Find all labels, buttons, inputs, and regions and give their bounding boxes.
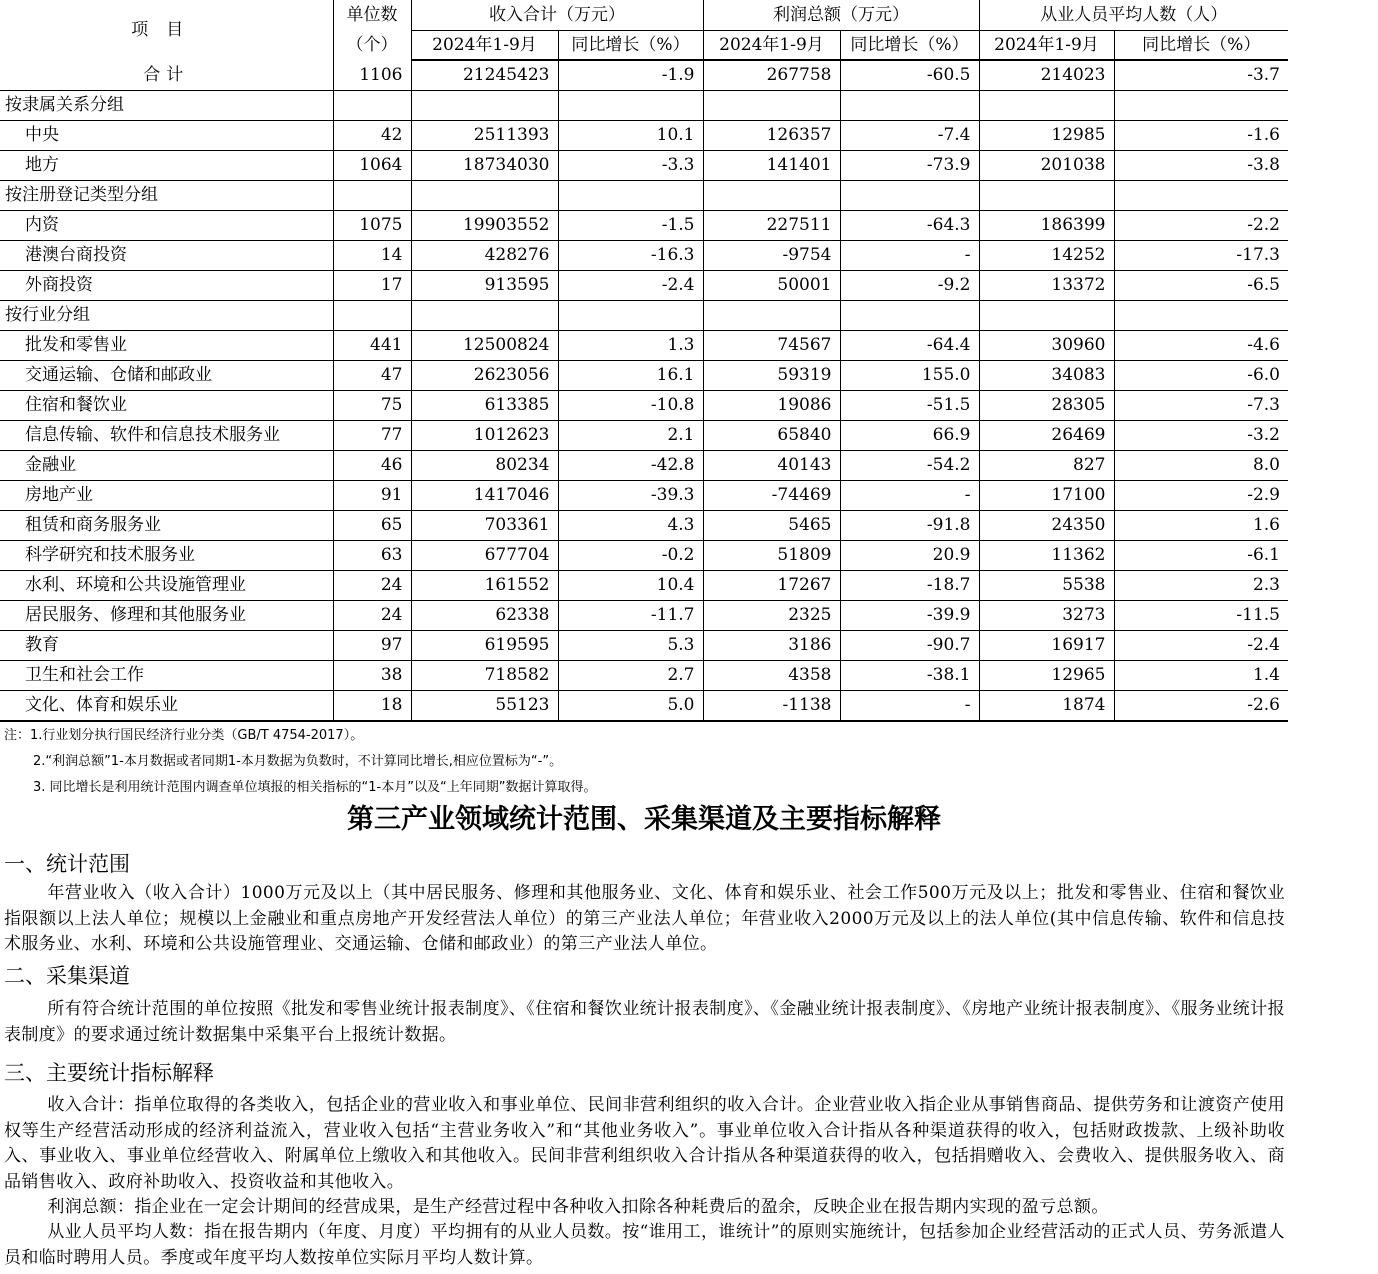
cell-staff-growth: -6.5 [1114,271,1288,301]
table-group-row [0,91,1288,121]
cell-units: 18 [333,691,411,722]
cell-revenue: 18734030 [411,151,558,181]
cell-staff: 17100 [979,481,1114,511]
header-revenue-growth: 同比增长（%） [558,31,703,61]
cell-revenue: 1417046 [411,481,558,511]
cell-units: 97 [333,631,411,661]
cell-profit-growth: -64.3 [840,211,979,241]
cell-staff-growth: -6.0 [1114,361,1288,391]
cell-staff: 1874 [979,691,1114,722]
section-scope-heading: 一、统计范围 [4,852,130,876]
cell-staff [979,301,1114,331]
section-indicator-heading: 三、主要统计指标解释 [4,1061,214,1085]
cell-profit-growth [840,91,979,121]
cell-staff-growth: -7.3 [1114,391,1288,421]
cell-profit-growth: -18.7 [840,571,979,601]
cell-staff: 14252 [979,241,1114,271]
table-group-row [0,181,1288,211]
cell-staff: 11362 [979,541,1114,571]
cell-profit: 2325 [703,601,840,631]
table-row [0,511,1288,541]
cell-units: 65 [333,511,411,541]
cell-staff-growth: -11.5 [1114,601,1288,631]
cell-staff: 214023 [979,60,1114,91]
row-name: 内资 [0,211,333,241]
table-row [0,151,1288,181]
row-name: 按行业分组 [0,301,333,331]
cell-profit-growth: 155.0 [840,361,979,391]
table-group-row [0,301,1288,331]
cell-units: 24 [333,571,411,601]
row-name: 按注册登记类型分组 [0,181,333,211]
cell-units: 75 [333,391,411,421]
cell-revenue-growth [558,301,703,331]
cell-units: 1075 [333,211,411,241]
cell-revenue: 1012623 [411,421,558,451]
cell-profit: 50001 [703,271,840,301]
table-row [0,481,1288,511]
cell-staff-growth: 1.4 [1114,661,1288,691]
cell-revenue: 703361 [411,511,558,541]
cell-profit-growth: - [840,481,979,511]
cell-profit-growth: -7.4 [840,121,979,151]
note-2: 2.“利润总额”1-本月数据或者同期1-本月数据为负数时，不计算同比增长,相应位置标为“-”。 [33,754,563,769]
cell-revenue-growth: 16.1 [558,361,703,391]
cell-units: 77 [333,421,411,451]
cell-units [333,181,411,211]
cell-staff: 28305 [979,391,1114,421]
cell-staff: 186399 [979,211,1114,241]
cell-revenue: 619595 [411,631,558,661]
section-channel-heading: 二、采集渠道 [4,964,130,988]
cell-staff [979,91,1114,121]
cell-staff: 30960 [979,331,1114,361]
cell-revenue: 2511393 [411,121,558,151]
cell-revenue: 80234 [411,451,558,481]
cell-revenue: 718582 [411,661,558,691]
cell-staff-growth [1114,181,1288,211]
cell-staff-growth: -2.9 [1114,481,1288,511]
cell-units: 17 [333,271,411,301]
cell-staff: 34083 [979,361,1114,391]
cell-profit-growth: - [840,691,979,722]
cell-revenue-growth: 2.7 [558,661,703,691]
row-name: 中央 [0,121,333,151]
cell-staff-growth: 2.3 [1114,571,1288,601]
cell-units: 14 [333,241,411,271]
cell-revenue: 161552 [411,571,558,601]
cell-units: 441 [333,331,411,361]
cell-units: 1064 [333,151,411,181]
cell-staff-growth: -6.1 [1114,541,1288,571]
cell-revenue-growth: -16.3 [558,241,703,271]
cell-profit: 227511 [703,211,840,241]
cell-profit: 51809 [703,541,840,571]
row-name: 水利、环境和公共设施管理业 [0,571,333,601]
row-name: 科学研究和技术服务业 [0,541,333,571]
table-row [0,241,1288,271]
cell-profit-growth: -91.8 [840,511,979,541]
cell-profit-growth: -9.2 [840,271,979,301]
cell-staff: 16917 [979,631,1114,661]
cell-units: 47 [333,361,411,391]
section-scope-text: 年营业收入（收入合计）1000万元及以上（其中居民服务、修理和其他服务业、文化、体育和娱乐业、社会工作500万元及以上；批发和零售业、住宿和餐饮业指限额以上法人单位；规模以上金融业和重点房地产开发经营法人单位）的第三产业法人单位；年营业收入2000万元及以上的法人单位(其中信息传输、软件和信息技术服务业、水利、环境和公共设施管理业、交通运输、仓储和邮政业）的第三产业法人单位。 [4,883,1285,954]
header-staff-growth: 同比增长（%） [1114,31,1288,61]
cell-staff: 12965 [979,661,1114,691]
cell-profit [703,181,840,211]
cell-revenue: 19903552 [411,211,558,241]
row-name: 外商投资 [0,271,333,301]
row-name: 住宿和餐饮业 [0,391,333,421]
stats-body [0,60,1288,721]
cell-staff-growth: 8.0 [1114,451,1288,481]
cell-revenue-growth: -0.2 [558,541,703,571]
cell-units: 63 [333,541,411,571]
cell-revenue-growth: 10.1 [558,121,703,151]
cell-revenue: 677704 [411,541,558,571]
cell-staff-growth: -2.2 [1114,211,1288,241]
cell-revenue-growth [558,181,703,211]
cell-profit: 4358 [703,661,840,691]
row-name: 港澳台商投资 [0,241,333,271]
cell-units: 42 [333,121,411,151]
cell-units: 91 [333,481,411,511]
table-row [0,541,1288,571]
cell-revenue: 913595 [411,271,558,301]
header-profit-period: 2024年1-9月 [703,31,840,61]
cell-revenue: 55123 [411,691,558,722]
cell-revenue-growth: 10.4 [558,571,703,601]
table-row [0,631,1288,661]
cell-profit: 17267 [703,571,840,601]
row-name: 交通运输、仓储和邮政业 [0,361,333,391]
cell-staff-growth: -3.8 [1114,151,1288,181]
cell-staff: 26469 [979,421,1114,451]
cell-revenue-growth: -10.8 [558,391,703,421]
cell-revenue-growth [558,91,703,121]
row-name: 信息传输、软件和信息技术服务业 [0,421,333,451]
cell-units: 46 [333,451,411,481]
cell-revenue: 62338 [411,601,558,631]
cell-staff [979,181,1114,211]
cell-profit: 19086 [703,391,840,421]
cell-profit-growth: 20.9 [840,541,979,571]
cell-revenue-growth: -1.9 [558,60,703,91]
cell-profit-growth [840,181,979,211]
table-row [0,661,1288,691]
cell-profit-growth: - [840,241,979,271]
cell-staff: 201038 [979,151,1114,181]
header-profit-growth: 同比增长（%） [840,31,979,61]
table-total-row [0,60,1288,91]
cell-revenue-growth: -11.7 [558,601,703,631]
header-units-line2: （个） [346,35,398,55]
cell-revenue [411,91,558,121]
cell-units [333,301,411,331]
table-row [0,121,1288,151]
cell-revenue: 21245423 [411,60,558,91]
cell-revenue-growth: 5.3 [558,631,703,661]
row-name: 按隶属关系分组 [0,91,333,121]
cell-revenue [411,301,558,331]
cell-profit-growth: -39.9 [840,601,979,631]
note-3: 3. 同比增长是利用统计范围内调查单位填报的相关指标的“1-本月”以及“上年同期”数据计算取得。 [33,780,597,795]
cell-revenue: 613385 [411,391,558,421]
cell-revenue-growth: 1.3 [558,331,703,361]
cell-staff-growth: -3.2 [1114,421,1288,451]
cell-staff: 5538 [979,571,1114,601]
table-row [0,211,1288,241]
table-row [0,361,1288,391]
row-name: 教育 [0,631,333,661]
cell-revenue-growth: 2.1 [558,421,703,451]
cell-profit: 65840 [703,421,840,451]
cell-profit-growth: -38.1 [840,661,979,691]
cell-profit [703,91,840,121]
row-name: 房地产业 [0,481,333,511]
cell-profit-growth: -90.7 [840,631,979,661]
cell-staff-growth: -1.6 [1114,121,1288,151]
cell-staff: 12985 [979,121,1114,151]
cell-staff-growth [1114,301,1288,331]
header-revenue: 收入合计（万元） [411,0,703,31]
cell-revenue-growth: -3.3 [558,151,703,181]
table-row [0,331,1288,361]
cell-revenue-growth: -1.5 [558,211,703,241]
table-row [0,271,1288,301]
row-name: 居民服务、修理和其他服务业 [0,601,333,631]
cell-profit: -74469 [703,481,840,511]
row-name: 租赁和商务服务业 [0,511,333,541]
cell-revenue: 428276 [411,241,558,271]
cell-units: 38 [333,661,411,691]
cell-staff-growth: -2.4 [1114,631,1288,661]
cell-staff: 13372 [979,271,1114,301]
header-revenue-period: 2024年1-9月 [411,31,558,61]
cell-staff-growth: -2.6 [1114,691,1288,722]
table-row [0,451,1288,481]
cell-profit-growth [840,301,979,331]
table-notes [4,723,1304,801]
header-profit: 利润总额（万元） [703,0,979,31]
row-name: 批发和零售业 [0,331,333,361]
header-staff-period: 2024年1-9月 [979,31,1114,61]
definition-profit: 利润总额：指企业在一定会计期间的经营成果，是生产经营过程中各种收入扣除各种耗费后的盈余，反映企业在报告期内实现的盈亏总额。 [47,1197,1109,1217]
cell-units: 24 [333,601,411,631]
cell-profit: 267758 [703,60,840,91]
table-row [0,571,1288,601]
cell-profit-growth: -60.5 [840,60,979,91]
document-title: 第三产业领域统计范围、采集渠道及主要指标解释 [347,804,941,835]
cell-staff: 24350 [979,511,1114,541]
definition-staff: 从业人员平均人数：指在报告期内（年度、月度）平均拥有的从业人员数。按“谁用工，谁统计”的原则实施统计，包括参加企业经营活动的正式人员、劳务派遣人员和临时聘用人员。季度或年度平均人数按单位实际月平均人数计算。 [4,1222,1285,1268]
cell-staff: 827 [979,451,1114,481]
cell-profit [703,301,840,331]
cell-revenue-growth: 5.0 [558,691,703,722]
cell-profit: 74567 [703,331,840,361]
table-row [0,691,1288,722]
cell-staff-growth: 1.6 [1114,511,1288,541]
cell-profit: 3186 [703,631,840,661]
cell-revenue: 12500824 [411,331,558,361]
row-name: 地方 [0,151,333,181]
cell-revenue [411,181,558,211]
header-staff: 从业人员平均人数（人） [979,0,1288,31]
cell-profit: 59319 [703,361,840,391]
row-name: 卫生和社会工作 [0,661,333,691]
cell-staff: 3273 [979,601,1114,631]
cell-staff-growth: -17.3 [1114,241,1288,271]
cell-profit: -9754 [703,241,840,271]
row-name: 金融业 [0,451,333,481]
cell-profit-growth: -54.2 [840,451,979,481]
table-row [0,391,1288,421]
table-row [0,421,1288,451]
cell-profit-growth: -51.5 [840,391,979,421]
cell-staff-growth: -4.6 [1114,331,1288,361]
cell-revenue: 2623056 [411,361,558,391]
header-item: 项目 [0,0,333,60]
header-units [333,0,411,60]
cell-profit: 126357 [703,121,840,151]
cell-revenue-growth: -39.3 [558,481,703,511]
cell-revenue-growth: -42.8 [558,451,703,481]
cell-profit-growth: 66.9 [840,421,979,451]
cell-revenue-growth: -2.4 [558,271,703,301]
cell-revenue-growth: 4.3 [558,511,703,541]
row-name: 合计 [0,60,333,91]
cell-profit-growth: -73.9 [840,151,979,181]
cell-units: 1106 [333,60,411,91]
definition-income: 收入合计：指单位取得的各类收入，包括企业的营业收入和事业单位、民间非营利组织的收入合计。企业营业收入指企业从事销售商品、提供劳务和让渡资产使用权等生产经营活动形成的经济利益流入，营业收入包括“主营业务收入”和“其他业务收入”。事业单位收入合计指从各种渠道获得的收入，包括财政拨款、上级补助收入、事业收入、事业单位经营收入、附属单位上缴收入和其他收入。民间非营利组织收入合计指从各种渠道获得的收入，包括捐赠收入、会费收入、提供服务收入、商品销售收入、政府补助收入、投资收益和其他收入。 [4,1095,1285,1192]
cell-profit: 141401 [703,151,840,181]
cell-profit: 40143 [703,451,840,481]
cell-profit-growth: -64.4 [840,331,979,361]
cell-profit: -1138 [703,691,840,722]
table-row [0,601,1288,631]
note-1: 注：1.行业划分执行国民经济行业分类（GB/T 4754-2017）。 [4,728,364,743]
row-name: 文化、体育和娱乐业 [0,691,333,722]
header-units-line1: 单位数 [346,5,398,25]
cell-units [333,91,411,121]
cell-staff-growth [1114,91,1288,121]
cell-staff-growth: -3.7 [1114,60,1288,91]
cell-profit: 5465 [703,511,840,541]
section-channel-text: 所有符合统计范围的单位按照《批发和零售业统计报表制度》、《住宿和餐饮业统计报表制度》、《金融业统计报表制度》、《房地产业统计报表制度》、《服务业统计报表制度》的要求通过统计数据集中采集平台上报统计数据。 [4,999,1285,1045]
